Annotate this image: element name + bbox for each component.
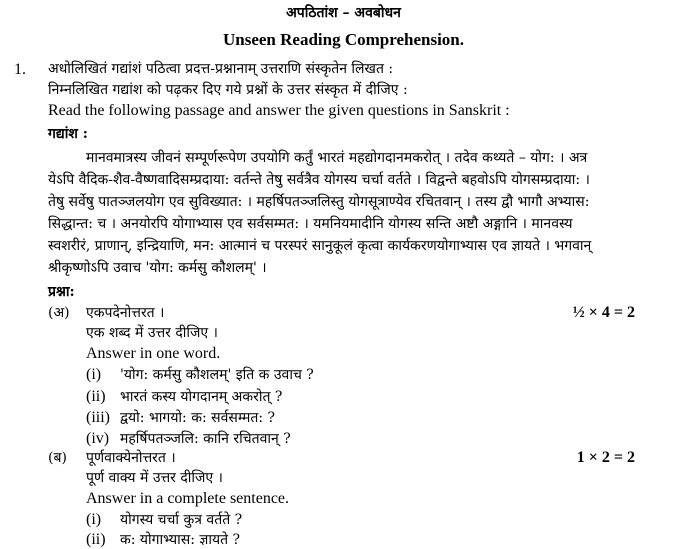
passage-line: तेषु सर्वेषु पातञ्जलयोग एव सुविख्यात: । महर्षिपतञ्जलिस्तु योगसूत्राण्येव रचितवान् । तस्य द्वौ भागौ अभ्यास:: [48, 194, 590, 210]
question-text: महर्षिपतञ्जलि: कानि रचितवान् ?: [120, 431, 291, 447]
question-number-label: (i): [86, 366, 102, 383]
heading-english: Unseen Reading Comprehension.: [222, 30, 465, 49]
section-b-title: पूर्णवाक्येनोत्तरत ।: [86, 450, 176, 466]
question-item: [86, 529, 240, 549]
question-item: [86, 407, 275, 427]
passage-label: गद्यांश :: [48, 126, 88, 142]
question-item: [86, 364, 314, 384]
question-text: भारतं कस्य योगदानम् अकरोत् ?: [120, 389, 283, 405]
instruction-english: Read the following passage and answer the given questions in Sanskrit :: [48, 102, 510, 119]
section-a-english: Answer in one word.: [86, 345, 221, 362]
instruction-sanskrit: अधोलिखितं गद्यांशं पठित्वा प्रदत्त-प्रश्नानाम् उत्तराणि संस्कृतेन लिखत :: [48, 61, 394, 77]
questions-label: प्रश्ना:: [48, 284, 75, 300]
passage-line: सिद्धान्त: च । अनयोरपि योगाभ्यास एव सर्वसम्मत: । यमनियमादीनि योगस्य सन्ति अष्टौ अङ्गानि । मानवस्य: [48, 216, 573, 232]
section-b-hindi: पूर्ण वाक्य में उत्तर दीजिए ।: [86, 470, 223, 486]
section-a-hindi: एक शब्द में उत्तर दीजिए ।: [86, 325, 218, 341]
question-text: 'योग: कर्मसु कौशलम्' इति क उवाच ?: [120, 367, 314, 383]
section-b-marker: (ब): [48, 450, 67, 466]
question-text: द्वयो: भागयो: क: सर्वसम्मत: ?: [120, 410, 276, 426]
question-item: [86, 428, 291, 448]
question-text: योगस्य चर्चा कुत्र वर्तते ?: [120, 512, 243, 528]
section-a-marks: ½ × 4 = 2: [572, 304, 635, 321]
section-a-title: एकपदेनोत्तरत ।: [86, 305, 165, 321]
question-number: 1.: [14, 61, 26, 78]
question-number-label: (ii): [86, 388, 106, 405]
question-number-label: (iv): [86, 430, 110, 447]
heading-hindi: अपठितांश – अवबोधन: [286, 5, 401, 21]
question-number-label: (ii): [86, 531, 106, 548]
section-b-marks: 1 × 2 = 2: [576, 449, 635, 466]
passage-line: मानवमात्रस्य जीवनं सम्पूर्णरूपेण उपयोगि कर्तुं भारतं महद्योगदानमकरोत् । तदेव कथ्यते – योग: । अत्र: [86, 150, 588, 166]
instruction-hindi: निम्नलिखित गद्यांश को पढ़कर दिए गये प्रश्नों के उत्तर संस्कृत में दीजिए :: [48, 82, 408, 98]
section-a-marker: (अ): [48, 305, 70, 321]
passage-line: स्वशरीरं, प्राणान्, इन्द्रियाणि, मन: आत्मानं च परस्परं सानुकूलं कृत्वा कार्यकरणयोगाभ्यास एव ज्ञायते । भगवान्: [48, 238, 592, 254]
question-text: क: योगाभ्यास: ज्ञायते ?: [120, 532, 241, 548]
question-number-label: (iii): [86, 409, 110, 426]
question-number-label: (i): [86, 511, 102, 528]
question-item: [86, 386, 282, 406]
passage-line: येऽपि वैदिक-शैव-वैष्णवादिसम्प्रदाया: वर्तन्ते तेषु सर्वत्रैव योगस्य चर्चा वर्तते । विद्वन्ते बहवोऽपि योगसम्प्रदाया: ।: [48, 172, 590, 188]
question-item: [86, 509, 242, 529]
passage-line: श्रीकृष्णोऽपि उवाच 'योग: कर्मसु कौशलम्' ।: [48, 260, 267, 276]
section-b-english: Answer in a complete sentence.: [86, 490, 290, 507]
